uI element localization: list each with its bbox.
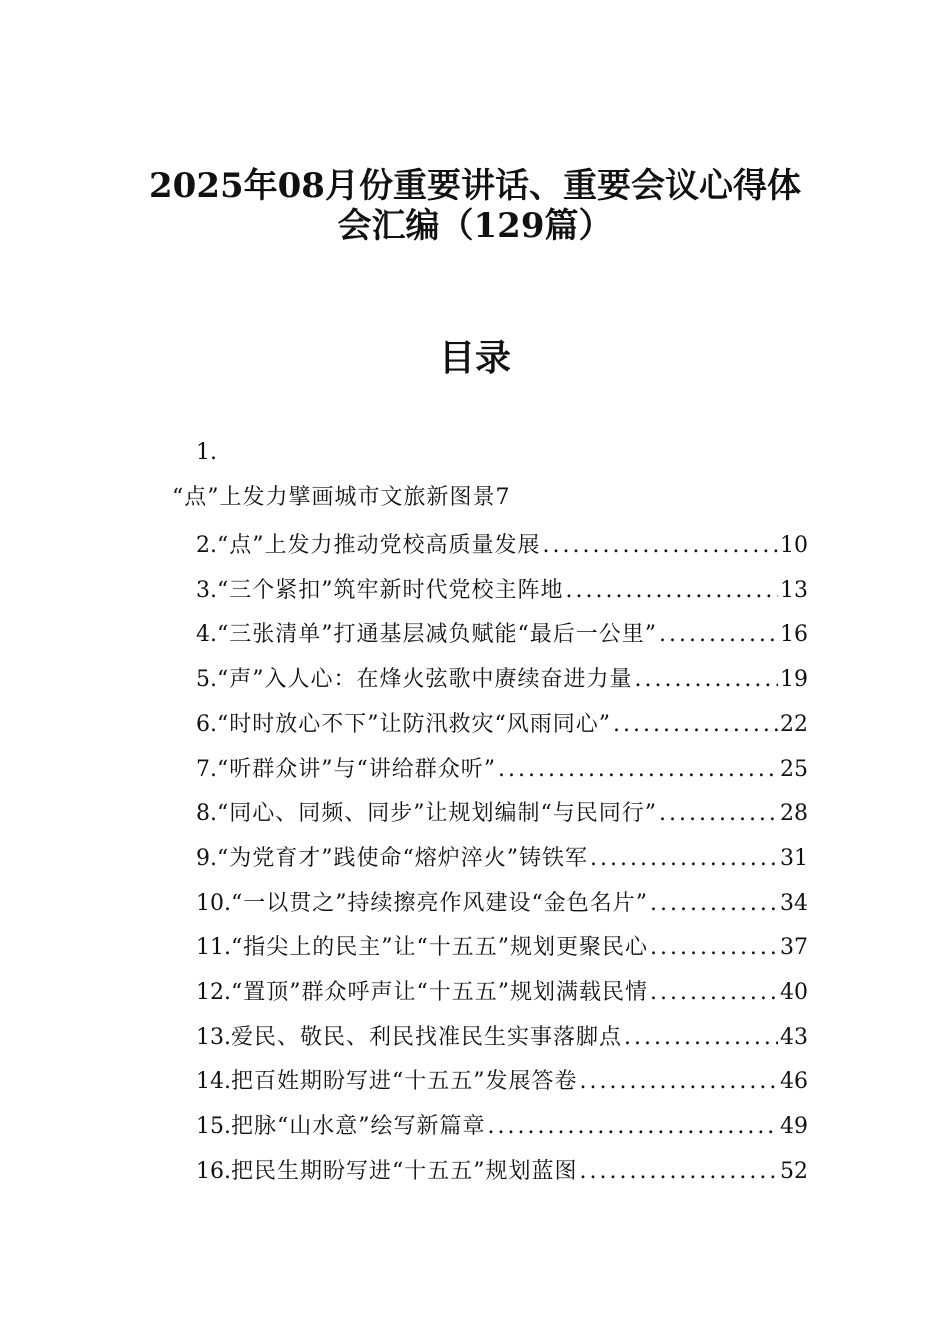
toc-leader-dots	[580, 1068, 779, 1096]
toc-entry-number: 15.	[196, 1114, 231, 1140]
toc-entry-page: 10	[780, 533, 808, 558]
toc-entry-number: 16.	[196, 1158, 231, 1184]
toc-entry-number: 13.	[196, 1024, 231, 1050]
toc-entry-number: 6.	[196, 711, 217, 737]
toc-entry[interactable]	[196, 1020, 808, 1052]
toc-entry-page: 40	[780, 980, 808, 1005]
toc-leader-dots	[580, 1158, 779, 1186]
toc-entry-page: 34	[780, 890, 808, 916]
toc-entry-page: 52	[780, 1158, 808, 1184]
toc-entry-text: “一以贯之”持续擦亮作风建设“金色名片”	[231, 890, 648, 916]
toc-leader-dots	[566, 577, 779, 605]
toc-entry[interactable]	[196, 662, 808, 694]
toc-entry-text: “时时放心不下”让防汛救灾“风雨同心”	[217, 711, 611, 737]
toc-entry[interactable]	[196, 1154, 808, 1186]
toc-entry[interactable]	[196, 1064, 808, 1096]
toc-entry-text: 把百姓期盼写进“十五五”发展答卷	[231, 1069, 578, 1095]
toc-entry[interactable]	[196, 617, 808, 649]
toc-entry-text: “同心、同频、同步”让规划编制“与民同行”	[217, 801, 657, 827]
toc-entry-text: “三张清单”打通基层减负赋能“最后一公里”	[217, 622, 657, 648]
toc-entry-number: 10.	[196, 890, 231, 916]
toc-entry-page: 28	[780, 801, 808, 827]
toc-entry-text: “置顶”群众呼声让“十五五”规划满载民情	[231, 980, 648, 1005]
toc-entry-page: 25	[780, 756, 808, 782]
toc-entry-page: 22	[780, 711, 808, 737]
document-title-line-1: 2025年08月份重要讲话、重要会议心得体	[149, 166, 801, 206]
toc-leader-dots	[635, 666, 779, 694]
toc-entry-text: “听群众讲”与“讲给群众听”	[217, 756, 496, 782]
toc-entry-number: 4.	[196, 622, 217, 648]
toc-entry-number: 5.	[196, 667, 217, 693]
toc-leader-dots	[488, 1113, 779, 1141]
toc-entry-text: “声”入人心：在烽火弦歌中赓续奋进力量	[217, 667, 633, 693]
toc-leader-dots	[590, 845, 778, 873]
toc-entry-number: 2.	[196, 533, 217, 558]
toc-entry[interactable]	[196, 573, 808, 605]
toc-leader-dots	[659, 621, 778, 649]
toc-leader-dots	[650, 934, 778, 962]
toc-entry-text: 爱民、敬民、利民找准民生实事落脚点	[231, 1024, 623, 1050]
document-title-line-2: 会汇编（129篇）	[337, 206, 613, 246]
toc-leader-dots	[650, 979, 778, 1007]
toc-entry-page: 43	[780, 1024, 808, 1050]
toc-entry-page: 46	[780, 1069, 808, 1095]
toc-entry[interactable]	[196, 975, 808, 1007]
toc-entry[interactable]	[196, 707, 808, 739]
toc-entry-page: 49	[780, 1114, 808, 1140]
toc-entry-1-text[interactable]: “点”上发力擘画城市文旅新图景7	[172, 485, 511, 510]
toc-entry-page: 37	[780, 935, 808, 961]
toc-leader-dots	[543, 532, 779, 560]
toc-entry-page: 16	[780, 622, 808, 648]
toc-leader-dots	[650, 890, 778, 918]
toc-entry[interactable]	[196, 886, 808, 918]
toc-entry[interactable]	[196, 752, 808, 784]
toc-entry-number: 11.	[196, 935, 231, 961]
toc-entry-text: 把民生期盼写进“十五五”规划蓝图	[231, 1158, 578, 1184]
toc-entry-number: 12.	[196, 980, 231, 1005]
toc-entry-text: “点”上发力推动党校高质量发展	[217, 533, 541, 558]
toc-leader-dots	[613, 711, 778, 739]
toc-entry-text: “指尖上的民主”让“十五五”规划更聚民心	[231, 935, 648, 961]
toc-leader-dots	[624, 1024, 778, 1052]
toc-entry[interactable]	[196, 528, 808, 560]
toc-entry[interactable]	[196, 841, 808, 873]
toc-leader-dots	[659, 800, 778, 828]
toc-entry-page: 31	[780, 845, 808, 871]
toc-entry-number: 8.	[196, 801, 217, 827]
toc-heading: 目录	[438, 337, 511, 379]
toc-entry-text: 把脉“山水意”绘写新篇章	[231, 1114, 486, 1140]
toc-entry-number: 7.	[196, 756, 217, 782]
toc-entry[interactable]	[196, 796, 808, 828]
toc-entry[interactable]	[196, 930, 808, 962]
toc-entry-text: “三个紧扣”筑牢新时代党校主阵地	[217, 577, 564, 603]
toc-entry-number: 9.	[196, 845, 217, 871]
toc-entry-number: 14.	[196, 1069, 231, 1095]
toc-entry-page: 13	[780, 577, 808, 603]
toc-entry-page: 19	[780, 667, 808, 693]
toc-entry-1-number[interactable]: 1.	[196, 440, 217, 465]
toc-leader-dots	[498, 756, 778, 784]
toc-entry-text: “为党育才”践使命“熔炉淬火”铸铁军	[217, 845, 588, 871]
toc-entry-number: 3.	[196, 577, 217, 603]
toc-entry[interactable]	[196, 1109, 808, 1141]
